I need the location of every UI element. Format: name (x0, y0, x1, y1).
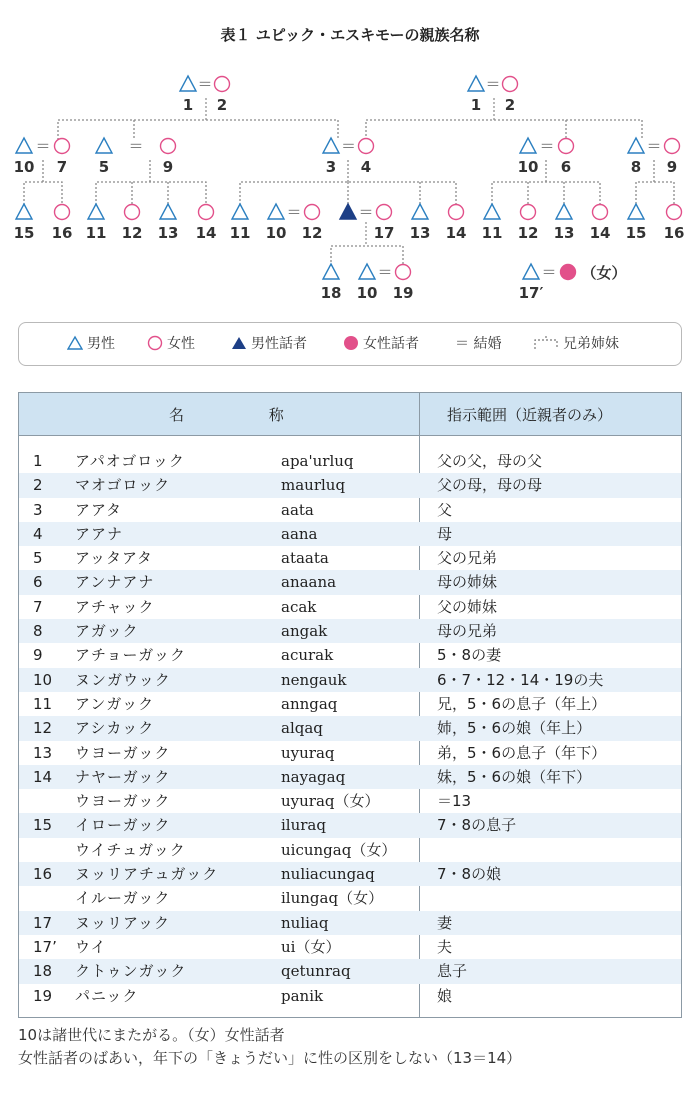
node-label: 13 (553, 224, 575, 242)
term-romanized: nuliaq (281, 913, 329, 932)
table-row (19, 716, 681, 740)
legend-female-speaker: 女性話者 (343, 335, 419, 353)
legend-male-speaker: 男性話者 (231, 335, 307, 353)
term-number: 4 (33, 524, 43, 543)
node-label: 6 (560, 158, 572, 176)
female-circle (449, 205, 464, 220)
term-katakana: アチャック (75, 597, 155, 616)
female-circle (199, 205, 214, 220)
page-title: 表１ ユピック・エスキモーの親族名称 (220, 26, 480, 44)
table-row (19, 473, 681, 497)
term-meaning: 父 (437, 500, 453, 519)
female-circle (161, 139, 176, 154)
sibling-line (96, 160, 206, 205)
female-speaker-circle-icon (343, 335, 359, 351)
node-label: 16 (663, 224, 685, 242)
table-row (19, 643, 681, 667)
term-katakana: ウイチュガック (75, 840, 186, 859)
term-katakana: アアナ (75, 524, 124, 543)
marriage-sign: ＝ (377, 263, 393, 281)
node-label: 17′ (518, 284, 544, 302)
term-number: 3 (33, 500, 43, 519)
table-row (19, 522, 681, 546)
male-triangle (160, 204, 176, 219)
term-meaning: 息子 (437, 962, 468, 981)
table-row (19, 886, 681, 910)
term-katakana: パニック (75, 986, 139, 1005)
marriage-sign: ＝ (646, 137, 662, 155)
kinship-diagram (0, 0, 700, 320)
node-label: 11 (85, 224, 107, 242)
term-romanized: apa'urluq (281, 452, 354, 470)
term-meaning: 7・8の息子 (437, 816, 517, 835)
node-label: 11 (481, 224, 503, 242)
term-katakana: イルーガック (75, 889, 171, 908)
term-katakana: ヌッリアック (75, 913, 170, 932)
female-circle (55, 139, 70, 154)
kinship-terms-table (18, 392, 682, 1018)
node-label: 4 (360, 158, 372, 176)
male-triangle (359, 264, 375, 279)
table-row (19, 619, 681, 643)
node-label: 10 (517, 158, 539, 176)
term-meaning: 妻 (437, 913, 453, 932)
term-number: 18 (33, 962, 53, 981)
table-row (19, 959, 681, 983)
male-triangle (484, 204, 500, 219)
female-circle (593, 205, 608, 220)
term-romanized: aana (281, 524, 318, 543)
node-label: 8 (630, 158, 642, 176)
node-label: 9 (162, 158, 174, 176)
term-romanized: iluraq (281, 816, 326, 835)
term-meaning: 姉，5・6の娘（年上） (437, 719, 592, 738)
node-label: 13 (409, 224, 431, 242)
marriage-sign: ＝ (358, 203, 374, 221)
term-romanized: acak (281, 597, 317, 616)
male-speaker-triangle (340, 204, 356, 219)
node-label: 17 (373, 224, 395, 242)
female-circle (396, 265, 411, 280)
table-row (19, 862, 681, 886)
term-number: 16 (33, 865, 53, 884)
term-number: 5 (33, 549, 43, 568)
node-label: 2 (504, 96, 516, 114)
term-katakana: アシカック (75, 719, 155, 738)
node-label: 1 (182, 96, 194, 114)
term-number: 12 (33, 719, 53, 738)
male-triangle (323, 138, 339, 153)
male-triangle (468, 76, 484, 91)
term-romanized: ui（女） (281, 937, 341, 956)
table-row (19, 546, 681, 570)
legend-marriage: ＝ 結婚 (455, 336, 502, 352)
table-row (19, 911, 681, 935)
table-row (19, 984, 681, 1008)
term-katakana: アンナアナ (75, 573, 155, 592)
term-meaning: 父の姉妹 (437, 597, 498, 616)
header-name: 名 称 (169, 406, 324, 424)
node-label: 18 (320, 284, 342, 302)
male-triangle (628, 138, 644, 153)
legend-female: 女性 (147, 335, 195, 353)
sibling-line-icon (533, 335, 559, 351)
term-katakana: アッタアタ (75, 549, 153, 568)
node-label: 13 (157, 224, 179, 242)
male-triangle (232, 204, 248, 219)
footnotes (18, 1024, 521, 1070)
term-romanized: uicungaq（女） (281, 840, 397, 859)
term-meaning: 7・8の娘 (437, 865, 502, 884)
male-triangle (628, 204, 644, 219)
node-label: 16 (51, 224, 73, 242)
table-row (19, 692, 681, 716)
table-row (19, 813, 681, 837)
table-row (19, 449, 681, 473)
term-romanized: acurak (281, 646, 334, 665)
term-romanized: ataata (281, 549, 329, 568)
term-number: 17’ (33, 937, 57, 956)
node-label: 19 (392, 284, 414, 302)
male-triangle (520, 138, 536, 153)
term-number: 17 (33, 913, 53, 932)
sibling-line (58, 120, 338, 140)
term-romanized: maurluq (281, 476, 346, 495)
node-label: 15 (625, 224, 647, 242)
term-meaning: 夫 (437, 937, 453, 956)
female-circle (305, 205, 320, 220)
legend-siblings: 兄弟姉妹 (533, 335, 619, 353)
term-meaning: 5・8の妻 (437, 646, 502, 665)
table-row (19, 595, 681, 619)
term-katakana: クトゥンガック (75, 962, 187, 981)
marriage-sign: ＝ (35, 137, 51, 155)
term-number: 15 (33, 816, 53, 835)
sibling-line (492, 160, 600, 205)
term-katakana: ウヨーガック (75, 792, 171, 811)
female-circle (559, 139, 574, 154)
node-label: 1 (470, 96, 482, 114)
term-number: 8 (33, 622, 43, 641)
term-katakana: アンガック (75, 694, 155, 713)
male-triangle (16, 204, 32, 219)
node-label: 12 (517, 224, 539, 242)
marriage-sign: ＝ (539, 137, 555, 155)
node-label: 15 (13, 224, 35, 242)
footnote-2: 女性話者のばあい，年下の「きょうだい」に性の区別をしない（13＝14） (18, 1049, 522, 1067)
female-speaker-circle (561, 265, 576, 280)
term-romanized: panik (281, 986, 324, 1005)
term-romanized: anngaq (281, 694, 338, 713)
table-row (19, 668, 681, 692)
term-romanized: nayagaq (281, 767, 346, 786)
node-label: 3 (325, 158, 337, 176)
term-romanized: angak (281, 622, 328, 641)
term-romanized: anaana (281, 573, 337, 592)
term-meaning: 母 (437, 524, 453, 543)
table-row (19, 935, 681, 959)
table-row (19, 765, 681, 789)
term-romanized: alqaq (281, 719, 323, 738)
term-number: 13 (33, 743, 53, 762)
term-katakana: ウヨーガック (75, 743, 171, 762)
table-row (19, 838, 681, 862)
term-romanized: nengauk (281, 670, 347, 689)
term-number: 9 (33, 646, 43, 665)
node-label: 10 (265, 224, 287, 242)
term-katakana: ウイ (75, 937, 107, 956)
male-triangle (323, 264, 339, 279)
node-label: 12 (121, 224, 143, 242)
term-meaning: 父の兄弟 (437, 549, 498, 568)
male-triangle (556, 204, 572, 219)
female-speaker-mark: （女） (581, 264, 627, 282)
term-number: 6 (33, 573, 43, 592)
table-row (19, 570, 681, 594)
term-meaning: 兄，5・6の息子（年上） (437, 694, 607, 713)
male-speaker-triangle-icon (231, 335, 247, 351)
female-circle (667, 205, 682, 220)
marriage-sign: ＝ (128, 137, 144, 155)
term-meaning: 娘 (437, 986, 453, 1005)
node-label: 12 (301, 224, 323, 242)
term-meaning: 母の姉妹 (437, 573, 498, 592)
node-label: 14 (589, 224, 611, 242)
term-katakana: ナヤーガック (75, 767, 171, 786)
term-number: 2 (33, 476, 43, 495)
term-romanized: uyuraq (281, 743, 335, 762)
term-katakana: アチョーガック (75, 646, 186, 665)
term-katakana: マオゴロック (75, 476, 171, 495)
table-header (19, 393, 681, 436)
node-label: 14 (195, 224, 217, 242)
marriage-sign: ＝ (340, 137, 357, 155)
marriage-sign: ＝ (541, 263, 557, 281)
term-katakana: アアタ (75, 500, 122, 519)
legend-male: 男性 (67, 335, 115, 353)
male-triangle (268, 204, 284, 219)
term-katakana: アパオゴロック (75, 452, 185, 470)
term-meaning: 6・7・12・14・19の夫 (437, 670, 604, 689)
term-number: 10 (33, 670, 53, 689)
female-circle (359, 139, 374, 154)
term-romanized: uyuraq（女） (281, 792, 380, 811)
male-triangle-icon (67, 335, 83, 351)
marriage-sign: ＝ (197, 75, 213, 93)
female-circle (125, 205, 140, 220)
node-label: 14 (445, 224, 467, 242)
term-katakana: ヌンガウック (75, 670, 171, 689)
male-triangle (180, 76, 196, 91)
sibling-line (240, 160, 456, 205)
legend (18, 322, 682, 366)
table-row (19, 498, 681, 522)
node-label: 10 (13, 158, 35, 176)
female-circle (503, 77, 518, 92)
male-triangle (523, 264, 539, 279)
female-circle (377, 205, 392, 220)
female-circle (55, 205, 70, 220)
female-circle-icon (147, 335, 163, 351)
term-meaning: ＝13 (437, 792, 472, 811)
term-meaning: 母の兄弟 (437, 622, 498, 641)
male-triangle (16, 138, 32, 153)
term-number: 14 (33, 767, 53, 786)
table-body (19, 449, 681, 1008)
sibling-line (366, 120, 642, 140)
female-circle (665, 139, 680, 154)
node-label: 7 (56, 158, 68, 176)
term-meaning: 父の母，母の母 (437, 476, 543, 495)
female-circle (521, 205, 536, 220)
term-romanized: ilungaq（女） (281, 889, 384, 908)
term-meaning: 弟，5・6の息子（年下） (437, 743, 607, 762)
table-row (19, 741, 681, 765)
term-romanized: nuliacungaq (281, 865, 375, 884)
term-romanized: aata (281, 500, 314, 519)
term-meaning: 妹，5・6の娘（年下） (437, 767, 592, 786)
node-label: 2 (216, 96, 228, 114)
male-triangle (88, 204, 104, 219)
term-katakana: アガック (75, 622, 139, 641)
marriage-sign: ＝ (286, 203, 302, 221)
footnote-1: 10は諸世代にまたがる。（女）女性話者 (18, 1026, 285, 1044)
term-katakana: ヌッリアチュガック (75, 865, 219, 884)
term-number: 7 (33, 597, 43, 616)
node-label: 5 (98, 158, 110, 176)
table-row (19, 789, 681, 813)
term-number: 11 (33, 694, 53, 713)
marriage-sign: ＝ (485, 75, 501, 93)
male-triangle (412, 204, 428, 219)
term-number: 19 (33, 986, 53, 1005)
node-label: 10 (356, 284, 378, 302)
term-romanized: qetunraq (281, 962, 351, 981)
term-katakana: イローガック (75, 816, 171, 835)
male-triangle (96, 138, 112, 153)
node-label: 9 (666, 158, 678, 176)
female-circle (215, 77, 230, 92)
header-range: 指示範囲（近親者のみ） (447, 406, 613, 424)
term-number: 1 (33, 452, 43, 470)
node-label: 11 (229, 224, 251, 242)
term-meaning: 父の父，母の父 (437, 452, 543, 470)
